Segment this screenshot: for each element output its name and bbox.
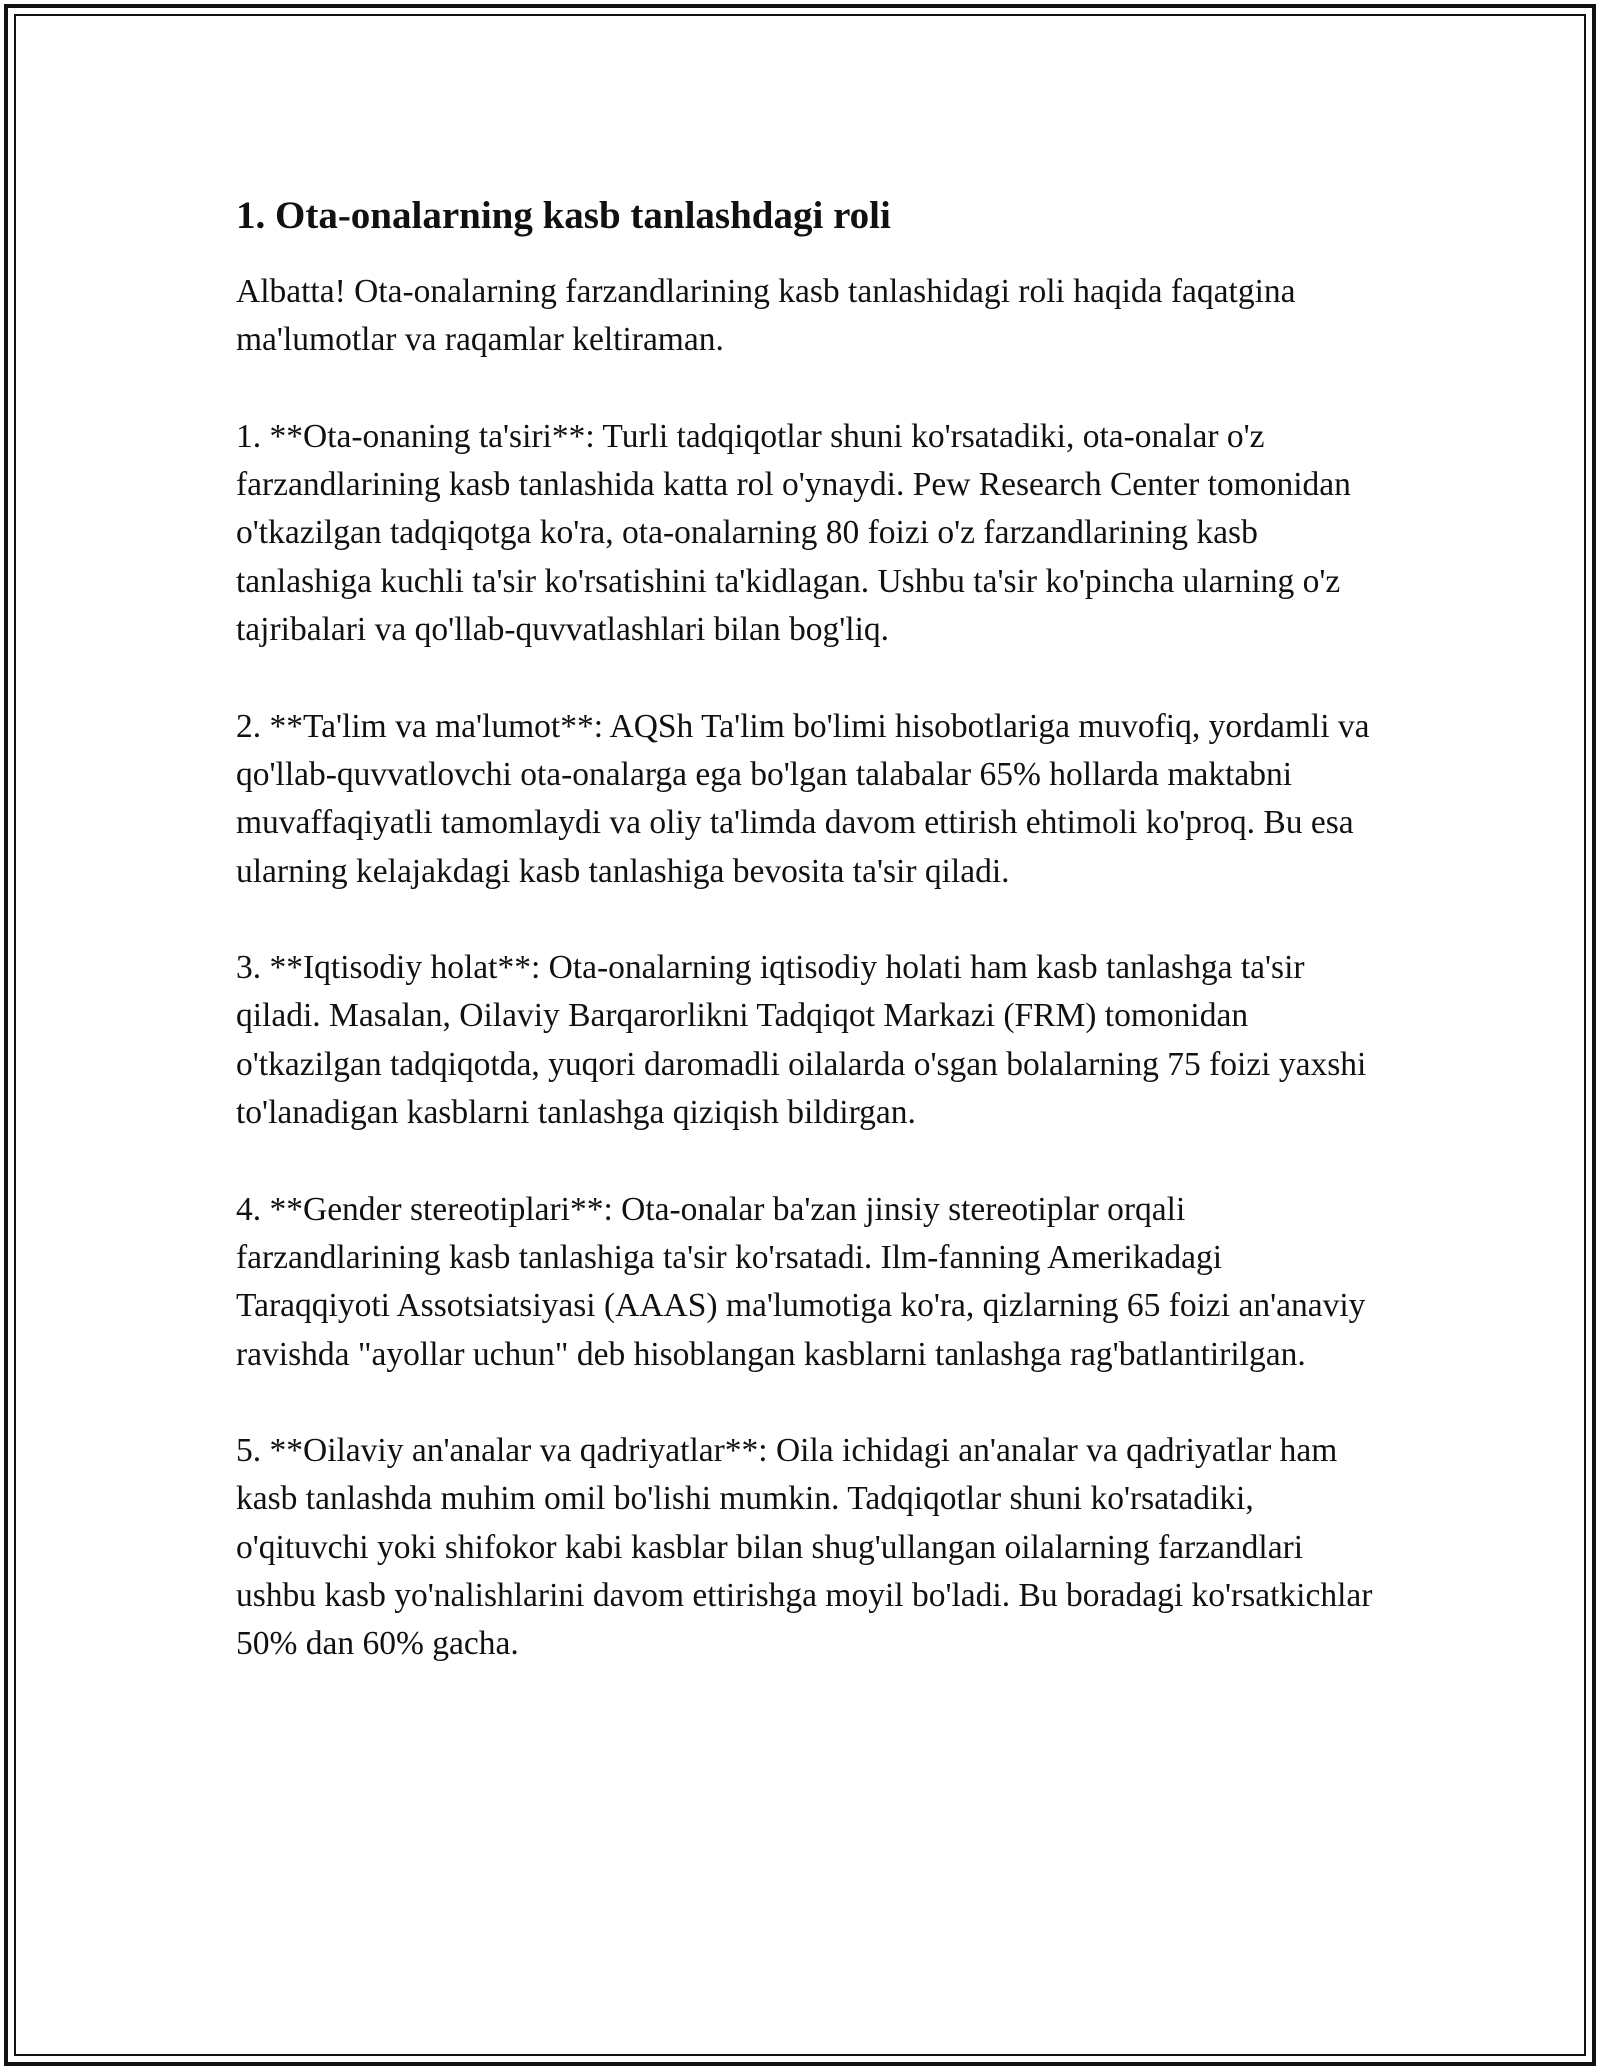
intro-paragraph: Albatta! Ota-onalarning farzandlarining kasb tanlashidagi roli haqida faqatgina ma'lumotlar va raqamlar keltiraman. (236, 273, 1296, 359)
paragraph-gap (236, 1137, 1376, 1185)
paragraph-gap (236, 1379, 1376, 1427)
paragraph-gap (236, 896, 1376, 944)
paragraph-gap (236, 365, 1376, 413)
paragraph-gender-stereotypes: 4. **Gender stereotiplari**: Ota-onalar ba'zan jinsiy stereotiplar orqali farzandlarining kasb tanlashiga ta'sir ko'rsatadi. Ilm-fanning Amerikadagi Taraqqiyoti Assotsiatsiyasi (AAAS) ma'lumotiga ko'ra, qizlarning 65 foizi an'anaviy ravishda "ayollar uchun" deb hisoblangan kasblarni tanlashga rag'batlantirilgan. (236, 1190, 1366, 1373)
paragraph-economic-status: 3. **Iqtisodiy holat**: Ota-onalarning iqtisodiy holati ham kasb tanlashga ta'sir qiladi. Masalan, Oilaviy Barqarorlikni Tadqiqot Markazi (FRM) tomonidan o'tkazilgan tadqiqotda, yuqori daromadli oilalarda o'sgan bolalarning 75 foizi yaxshi to'lanadigan kasblarni tanlashga qiziqish bildirgan. (236, 949, 1367, 1132)
paragraph-parental-influence: 1. **Ota-onaning ta'siri**: Turli tadqiqotlar shuni ko'rsatadiki, ota-onalar o'z farzandlarining kasb tanlashida katta rol o'ynaydi. Pew Research Center tomonidan o'tkazilgan tadqiqotga ko'ra, ota-onalarning 80 foizi o'z farzandlarining kasb tanlashiga kuchli ta'sir ko'rsatishini ta'kidlagan. Ushbu ta'sir ko'pincha ularning o'z tajribalari va qo'llab-quvvatlashlari bilan bog'liq. (236, 417, 1351, 649)
document-title: 1. Ota-onalarning kasb tanlashdagi roli (236, 194, 891, 237)
document-body (236, 190, 1376, 1669)
paragraph-education: 2. **Ta'lim va ma'lumot**: AQSh Ta'lim bo'limi hisobotlariga muvofiq, yordamli va qo'llab-quvvatlovchi ota-onalarga ega bo'lgan talabalar 65% hollarda maktabni muvaffaqiyatli tamomlaydi va oliy ta'limda davom ettirish ehtimoli ko'proq. Bu esa ularning kelajakdagi kasb tanlashiga bevosita ta'sir qiladi. (236, 707, 1370, 890)
paragraph-family-traditions: 5. **Oilaviy an'analar va qadriyatlar**: Oila ichidagi an'analar va qadriyatlar ham kasb tanlashda muhim omil bo'lishi mumkin. Tadqiqotlar shuni ko'rsatadiki, o'qituvchi yoki shifokor kabi kasblar bilan shug'ullangan oilalarning farzandlari ushbu kasb yo'nalishlarini davom ettirishga moyil bo'ladi. Bu boradagi ko'rsatkichlar 50% dan 60% gacha. (236, 1432, 1373, 1663)
paragraph-gap (236, 654, 1376, 702)
